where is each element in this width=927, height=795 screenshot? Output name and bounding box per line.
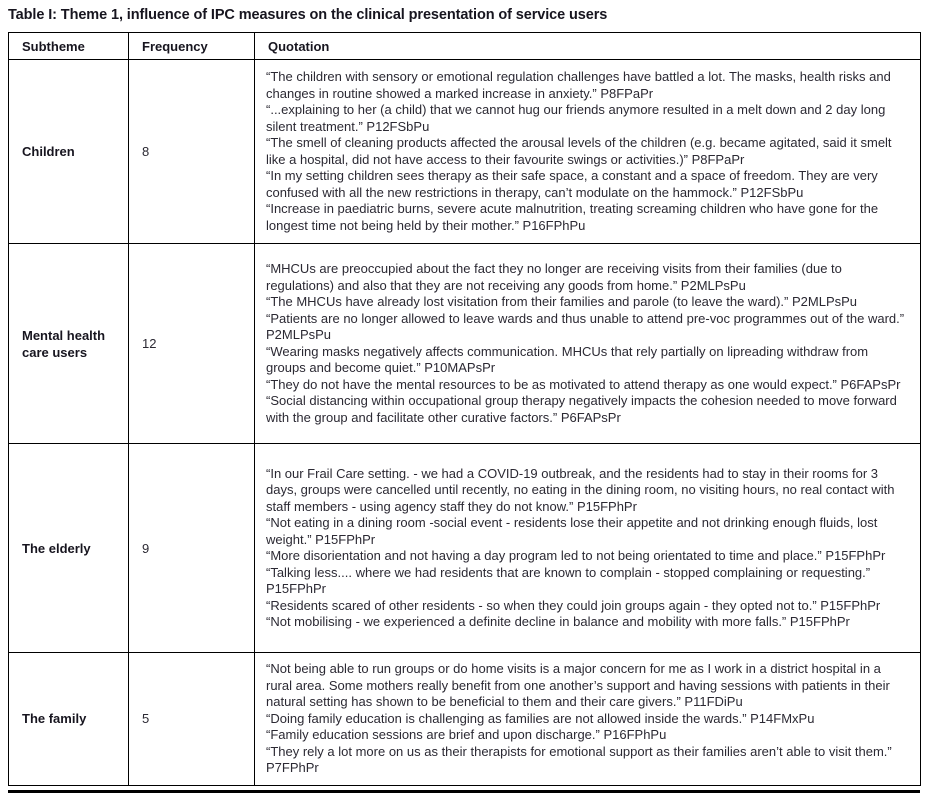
quotation-cell xyxy=(255,444,921,653)
header-subtheme: Subtheme xyxy=(9,33,129,60)
frequency-cell: 8 xyxy=(129,60,255,244)
quote-text: “More disorientation and not having a day program led to not being orientated to time and place.” P15FPhPr xyxy=(266,548,886,563)
frequency-cell: 9 xyxy=(129,444,255,653)
quote-text: “Doing family education is challenging as families are not allowed inside the wards.” P14FMxPu xyxy=(266,710,815,726)
quotation-cell xyxy=(255,60,921,244)
table-title: Table I: Theme 1, influence of IPC measures on the clinical presentation of service users xyxy=(8,7,608,23)
table-bottom-rule xyxy=(8,790,920,793)
quote-text: “The MHCUs have already lost visitation from their families and parole (to leave the ward).” P2MLPsPu xyxy=(266,294,858,309)
quote-text: “Residents scared of other residents - so when they could join groups again - they opted not to.” P15FPhPr xyxy=(266,597,881,613)
table-row xyxy=(9,653,921,786)
table-row xyxy=(9,244,921,444)
quote-text: “MHCUs are preoccupied about the fact they no longer are receiving visits from their families (due to regulations) and also that they are not receiving any goods from home.” P2MLPsPu xyxy=(266,261,842,293)
frequency-cell: 5 xyxy=(129,653,255,786)
subtheme-cell: Children xyxy=(9,60,129,244)
quote-text: “Not being able to run groups or do home visits is a major concern for me as I work in a district hospital in a rural area. Some mothers really benefit from one another’s support and having sessions with patients in their natural setting has shown to be beneficial to them and their care givers.” P11FDiPu xyxy=(266,661,890,709)
quote-text: “The smell of cleaning products affected the arousal levels of the children (e.g. became agitated, said it smelt like a hospital, did not have access to their favourite swings or activities.)” P8FPaPr xyxy=(266,135,892,167)
frequency-cell: 12 xyxy=(129,244,255,444)
header-quotation: Quotation xyxy=(255,33,921,60)
quote-text: “Not mobilising - we experienced a definite decline in balance and mobility with more falls.” P15FPhPr xyxy=(266,614,850,629)
table-row xyxy=(9,60,921,244)
table-row xyxy=(9,444,921,653)
table-header xyxy=(9,33,921,60)
quote-text: “In our Frail Care setting. - we had a COVID-19 outbreak, and the residents had to stay in their rooms for 3 days, groups were cancelled until recently, no eating in the dining room, no visiting hours, no real contact with staff members - using agency staff they do not know.” P15FPhPr xyxy=(266,465,895,514)
quote-text: “...explaining to her (a child) that we cannot hug our friends anymore resulted in a melt down and 2 day long silent treatment.” P12FSbPu xyxy=(266,102,886,134)
subtheme-cell: The elderly xyxy=(9,444,129,653)
quote-text: “They do not have the mental resources to be as motivated to attend therapy as one would expect.” P6FAPsPr xyxy=(266,376,901,392)
quote-text: “Talking less.... where we had residents that are known to complain - stopped complaining or requesting.” P15FPhPr xyxy=(266,564,871,596)
subtheme-cell: Mental health care users xyxy=(9,244,129,444)
quote-text: “Social distancing within occupational group therapy negatively impacts the cohesion needed to move forward with the group and facilitate other curative factors.” P6FAPsPr xyxy=(266,393,897,425)
quote-text: “In my setting children sees therapy as their safe space, a constant and a space of freedom. They are very confused with all the new restrictions in therapy, can’t modulate on the hammock.” P12FSbPu xyxy=(266,168,878,200)
subtheme-cell: The family xyxy=(9,653,129,786)
quote-text: “The children with sensory or emotional regulation challenges have battled a lot. The masks, health risks and changes in routine showed a marked increase in anxiety.” P8FPaPr xyxy=(266,69,891,101)
quote-text: “Family education sessions are brief and upon discharge.” P16FPhPu xyxy=(266,727,667,742)
theme-table xyxy=(8,32,921,786)
quote-text: “Patients are no longer allowed to leave wards and thus unable to attend pre-voc programmes out of the ward.” P2MLPsPu xyxy=(266,310,905,342)
quote-text: “Wearing masks negatively affects communication. MHCUs that rely partially on lipreading withdraw from groups and become quiet.” P10MAPsPr xyxy=(266,343,869,375)
quote-text: “Increase in paediatric burns, severe acute malnutrition, treating screaming children who have gone for the longest time not being held by their mother.” P16FPhPu xyxy=(266,201,879,233)
header-row xyxy=(9,33,921,60)
quote-text: “Not eating in a dining room -social event - residents lose their appetite and not drinking enough fluids, lost weight.” P15FPhPr xyxy=(266,515,878,547)
header-frequency: Frequency xyxy=(129,33,255,60)
quotation-cell xyxy=(255,244,921,444)
quotation-cell xyxy=(255,653,921,786)
table-body xyxy=(9,60,921,786)
quote-text: “They rely a lot more on us as their therapists for emotional support as their families aren’t able to visit them.” P7FPhPr xyxy=(266,743,892,775)
